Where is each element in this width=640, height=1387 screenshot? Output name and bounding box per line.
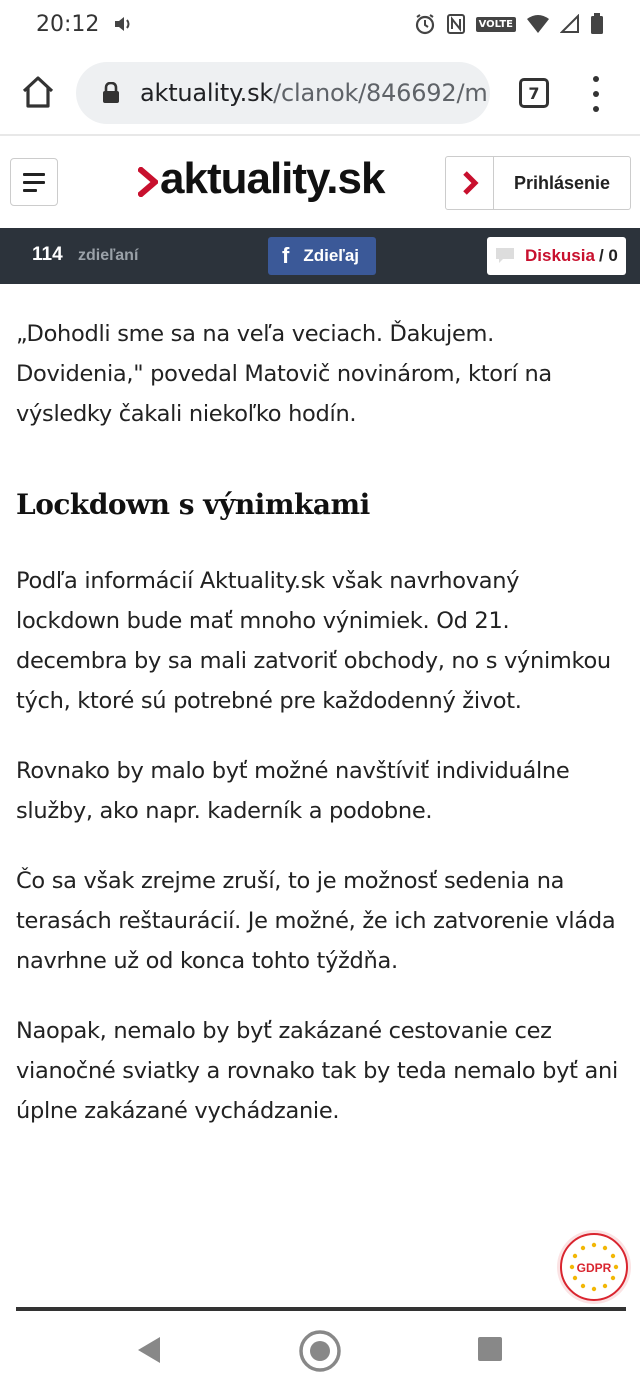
- gdpr-badge[interactable]: [560, 1233, 628, 1301]
- article-paragraph: Naopak, nemalo by byť zakázané cestovanie cez vianočné sviatky a rovnako tak by teda nemalo byť ani úplne zakázané vychádzanie.: [16, 1018, 618, 1124]
- volte-icon: VOLTE: [476, 17, 516, 32]
- address-bar[interactable]: [76, 62, 490, 124]
- comment-icon: [495, 247, 515, 265]
- url-path: /clanok/846692/m: [273, 79, 488, 107]
- home-nav-icon[interactable]: [298, 1329, 342, 1373]
- gdpr-label: GDPR: [576, 1261, 612, 1275]
- signal-icon: [560, 14, 580, 34]
- browser-menu-icon[interactable]: [588, 76, 604, 112]
- lock-icon: [102, 82, 120, 104]
- url-text: [140, 79, 488, 107]
- article-paragraph: Podľa informácií Aktuality.sk však navrhovaný lockdown bude mať mnoho výnimiek. Od 21. decembra by sa mali zatvoriť obchody, no s výnimkou tých, ktoré sú potrebné pre každodenný život.: [16, 568, 611, 714]
- status-left: [36, 12, 133, 37]
- login-button[interactable]: [445, 156, 631, 210]
- discussion-button[interactable]: [487, 237, 626, 275]
- volume-icon: [113, 15, 133, 33]
- article-bottom-rule: [16, 1307, 626, 1311]
- article-body: [16, 314, 626, 1161]
- wifi-icon: [526, 14, 550, 34]
- article-paragraph: Rovnako by malo byť možné navštíviť individuálne služby, ako napr. kaderník a podobne.: [16, 758, 570, 824]
- status-bar: [0, 0, 640, 48]
- article-subheading: Lockdown s výnimkami: [16, 488, 370, 521]
- gdpr-stars-icon: [562, 1235, 626, 1299]
- site-logo[interactable]: [138, 154, 384, 204]
- share-bar: [0, 228, 640, 284]
- hamburger-menu-icon[interactable]: [10, 158, 58, 206]
- share-count-label: zdieľaní: [78, 247, 139, 264]
- system-nav-bar: [0, 1313, 640, 1387]
- facebook-share-button[interactable]: [268, 237, 376, 275]
- discussion-label: Diskusia: [525, 246, 595, 265]
- alarm-icon: [414, 13, 436, 35]
- back-icon[interactable]: [136, 1335, 162, 1365]
- home-icon[interactable]: [20, 74, 56, 110]
- tab-switcher-button[interactable]: 7: [519, 78, 549, 108]
- browser-toolbar: [0, 56, 640, 132]
- battery-icon: [590, 13, 604, 35]
- status-time: 20:12: [36, 11, 100, 37]
- recent-apps-icon[interactable]: [478, 1337, 502, 1361]
- status-right: [414, 13, 604, 35]
- login-chevron-icon: [446, 157, 494, 209]
- url-host: aktuality.sk: [140, 79, 274, 107]
- article-paragraph: „Dohodli sme sa na veľa veciach. Ďakujem. Dovidenia," povedal Matovič novinárom, ktorí na výsledky čakali niekoľko hodín.: [16, 321, 552, 427]
- discussion-count: / 0: [598, 246, 618, 265]
- facebook-share-label: Zdieľaj: [303, 246, 360, 265]
- facebook-icon: f: [282, 243, 290, 268]
- login-label: Prihlásenie: [513, 172, 611, 193]
- site-header: [0, 136, 640, 228]
- nfc-icon: [446, 13, 466, 35]
- article-paragraph: Čo sa však zrejme zruší, to je možnosť sedenia na terasách reštaurácií. Je možné, že ich zatvorenie vláda navrhne už od konca tohto týždňa.: [16, 868, 616, 974]
- logo-text: aktuality.sk: [160, 154, 385, 203]
- share-count: 114: [32, 244, 63, 265]
- logo-chevron-icon: [138, 167, 158, 197]
